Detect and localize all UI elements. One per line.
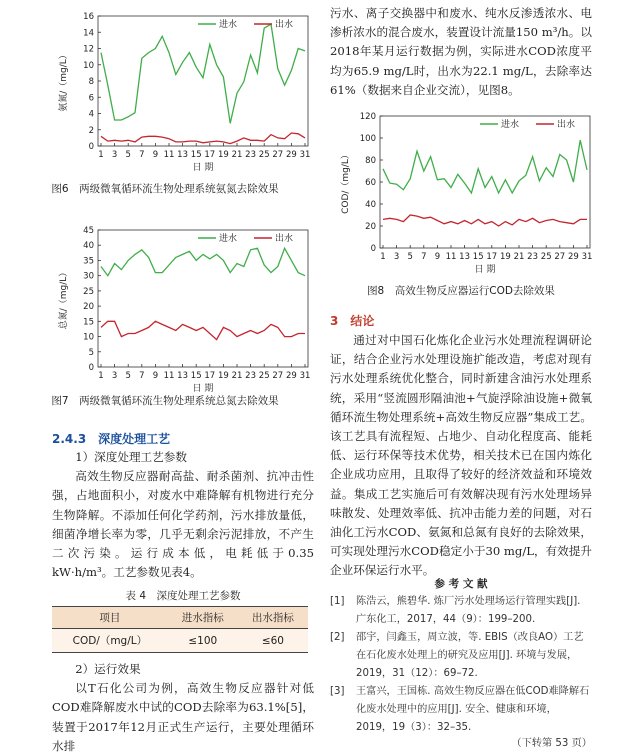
x-tick-label: 9 — [152, 371, 159, 381]
x-axis-label: 日 期 — [192, 384, 214, 394]
x-tick-label: 13 — [177, 371, 189, 381]
x-tick-label: 13 — [459, 252, 471, 262]
y-tick-label: 45 — [83, 226, 94, 236]
x-tick-label: 19 — [217, 371, 229, 381]
section-3-heading: 3 结论 — [330, 314, 375, 328]
reference-text: 王富兴，王国栋. 高效生物反应器在低COD难降解石化废水处理中的应用[J]. 安全、健康和环境，2019，19（3）：32–35. — [356, 686, 590, 733]
table-cell: ≤100 — [168, 629, 238, 653]
section-2-4-3-heading: 2.4.3 深度处理工艺 — [52, 432, 171, 446]
x-tick-label: 7 — [139, 371, 145, 381]
x-tick-label: 21 — [231, 371, 243, 381]
x-tick-label: 1 — [98, 371, 104, 381]
x-tick-label: 3 — [393, 252, 400, 262]
x-tick-label: 31 — [299, 150, 311, 160]
x-tick-label: 21 — [513, 252, 525, 262]
table-row — [52, 629, 308, 653]
table4-title: 表 4 深度处理工艺参数 — [125, 590, 241, 602]
x-tick-label: 3 — [111, 150, 118, 160]
x-tick-label: 25 — [540, 252, 552, 262]
y-tick-label: 35 — [83, 256, 94, 267]
x-tick-label: 25 — [258, 371, 270, 381]
x-tick-label: 31 — [299, 371, 311, 381]
x-tick-label: 1 — [380, 252, 386, 262]
legend-label: 出水 — [275, 20, 294, 30]
y-tick-label: 14 — [83, 28, 94, 39]
table-header: 出水指标 — [238, 607, 308, 629]
y-tick-label: 4 — [88, 109, 94, 120]
series-line-effluent — [101, 133, 305, 144]
reference-number: [2] — [330, 632, 345, 643]
legend-label: 进水 — [219, 20, 238, 30]
y-tick-label: 0 — [370, 244, 376, 254]
series-line-influent — [101, 24, 305, 123]
y-axis-label: 氨氮/（mg/L） — [59, 50, 69, 112]
x-tick-label: 29 — [567, 252, 579, 262]
reference-item — [330, 629, 592, 683]
ammonia-chart — [54, 4, 316, 182]
subheading-results: 2）运行效果 — [75, 662, 141, 676]
legend-label: 进水 — [501, 120, 520, 130]
figure7-caption: 图7 两级微氧循环流生物处理系统总氮去除效果 — [51, 395, 279, 407]
y-tick-label: 40 — [83, 241, 94, 252]
cod-chart — [336, 104, 598, 284]
plot-frame — [98, 16, 308, 146]
x-tick-label: 19 — [217, 150, 229, 160]
x-tick-label: 23 — [245, 150, 257, 160]
x-tick-label: 21 — [231, 150, 243, 160]
x-tick-label: 5 — [125, 371, 131, 381]
x-tick-label: 29 — [285, 150, 297, 160]
x-tick-label: 17 — [486, 252, 498, 262]
x-tick-label: 11 — [445, 252, 457, 262]
y-tick-label: 5 — [88, 347, 94, 358]
y-tick-label: 2 — [88, 125, 94, 136]
y-tick-label: 80 — [365, 156, 376, 166]
paragraph-deep-treatment: 高效生物反应器耐高盐、耐杀菌剂、抗冲击性强，占地面积小，对废水中难降解有机物进行充分生物降解。不添加任何化学药剂，污水排放量低，细菌净增长率为零，几乎无剩余污泥排放，不产生二次污染。运行成本低，电耗低于0.35 kW·h/m³。工艺参数见表4。 — [52, 469, 314, 580]
x-axis-label: 日 期 — [474, 265, 496, 275]
series-line-influent — [101, 248, 305, 275]
continued-note: （下转第 53 页） — [511, 738, 592, 749]
x-tick-label: 1 — [98, 150, 104, 160]
y-tick-label: 20 — [365, 222, 376, 232]
x-tick-label: 15 — [190, 150, 202, 160]
x-tick-label: 31 — [581, 252, 593, 262]
legend-label: 进水 — [219, 234, 238, 244]
y-tick-label: 20 — [83, 302, 94, 313]
table4 — [52, 606, 308, 653]
references-list — [330, 593, 592, 737]
x-tick-label: 13 — [177, 150, 189, 160]
y-tick-label: 15 — [83, 317, 94, 328]
y-tick-label: 12 — [83, 44, 94, 55]
x-tick-label: 11 — [163, 371, 175, 381]
x-tick-label: 9 — [152, 150, 159, 160]
references-title: 参 考 文 献 — [434, 578, 488, 590]
x-tick-label: 19 — [499, 252, 511, 262]
x-tick-label: 23 — [527, 252, 539, 262]
x-tick-label: 27 — [272, 150, 284, 160]
table-cell: COD/（mg/L） — [52, 629, 168, 653]
y-tick-label: 30 — [83, 271, 94, 282]
x-tick-label: 7 — [421, 252, 427, 262]
y-tick-label: 10 — [83, 60, 94, 71]
x-tick-label: 29 — [285, 371, 297, 381]
reference-number: [3] — [330, 686, 345, 697]
x-tick-label: 17 — [204, 371, 216, 381]
reference-item — [330, 683, 592, 737]
x-tick-label: 5 — [125, 150, 131, 160]
y-axis-label: 总氮/（mg/L） — [59, 267, 69, 330]
y-tick-label: 25 — [83, 286, 94, 297]
y-axis-label: COD/（mg/L） — [341, 150, 351, 214]
x-tick-label: 25 — [258, 150, 270, 160]
subheading-params: 1）深度处理工艺参数 — [75, 450, 187, 464]
x-tick-label: 11 — [163, 150, 175, 160]
x-tick-label: 23 — [245, 371, 257, 381]
paragraph-operation-data: 污水、离子交换器中和废水、纯水反渗透浓水、电渗析浓水的混合废水，装置设计流量150 m³/h。以2018年某月运行数据为例，实际进水COD浓度平均为65.9 mg/L时，出水为22.1 mg/L，去除率达61%（数据来自企业交流），见图8。 — [330, 6, 592, 97]
paragraph-results: 以T石化公司为例，高效生物反应器针对低COD难降解废水中试的COD去除率为63.1%[5]，装置于2017年12月正式生产运行，主要处理循环水排 — [52, 681, 314, 753]
plot-frame — [380, 116, 590, 248]
series-line-effluent — [383, 215, 587, 226]
y-tick-label: 0 — [88, 142, 94, 152]
figure8-caption: 图8 高效生物反应器运行COD去除效果 — [367, 285, 555, 297]
table-header: 进水指标 — [168, 607, 238, 629]
y-tick-label: 100 — [359, 134, 376, 144]
x-tick-label: 5 — [407, 252, 413, 262]
y-tick-label: 8 — [88, 77, 94, 87]
legend-label: 出水 — [275, 234, 294, 244]
x-tick-label: 9 — [434, 252, 441, 262]
plot-frame — [98, 230, 308, 367]
y-tick-label: 60 — [365, 178, 376, 188]
x-axis-label: 日 期 — [192, 163, 214, 173]
y-tick-label: 6 — [88, 93, 94, 104]
x-tick-label: 3 — [111, 371, 118, 381]
x-tick-label: 27 — [554, 252, 566, 262]
total-nitrogen-chart — [54, 218, 316, 403]
series-line-effluent — [101, 321, 305, 339]
table-cell: ≤60 — [238, 629, 308, 653]
x-tick-label: 27 — [272, 371, 284, 381]
reference-item — [330, 593, 592, 629]
x-tick-label: 17 — [204, 150, 216, 160]
series-line-influent — [383, 140, 587, 193]
y-tick-label: 0 — [88, 363, 94, 373]
legend-label: 出水 — [557, 120, 576, 130]
figure6-caption: 图6 两级微氧循环流生物处理系统氨氮去除效果 — [51, 183, 279, 195]
reference-text: 邵宇，闫鑫玉，周立波，等. EBIS（改良AO）工艺在石化废水处理上的研究及应用[J]. 环境与发展，2019，31（12）：69–72. — [356, 632, 584, 679]
reference-text: 陈浩云，熊碧华. 炼厂污水处理场运行管理实践[J]. 广东化工，2017，44（9）：199–200. — [356, 596, 581, 625]
table-header: 项目 — [52, 607, 168, 629]
paragraph-conclusion: 通过对中国石化炼化企业污水处理流程调研论证，结合企业污水处理设施扩能改造，考虑对现有污水处理系统优化整合，同时新建含油污水处理系统，采用“竖流圆形隔油池+气旋浮除油设施+微氧循环流生物处理系统+高效生物反应器”集成工艺。该工艺具有流程短、占地少、自动化程度高、能耗低、运行环保等技术优势，相关技术已在国内炼化企业成功应用，且取得了较好的经济效益和环境效益。集成工艺实施后可有效解决现有污水处理场异味散发、处理效率低、抗冲击能力差的问题，对石油化工污水COD、氨氮和总氮有良好的去除效果，可实现处理污水COD稳定小于30 mg/L，有效提升企业环保运行水平。 — [330, 333, 592, 578]
y-tick-label: 16 — [83, 12, 94, 22]
x-tick-label: 7 — [139, 150, 145, 160]
y-tick-label: 120 — [359, 112, 376, 122]
reference-number: [1] — [330, 596, 345, 607]
y-tick-label: 10 — [83, 332, 94, 343]
y-tick-label: 40 — [365, 200, 376, 210]
x-tick-label: 15 — [472, 252, 484, 262]
x-tick-label: 15 — [190, 371, 202, 381]
